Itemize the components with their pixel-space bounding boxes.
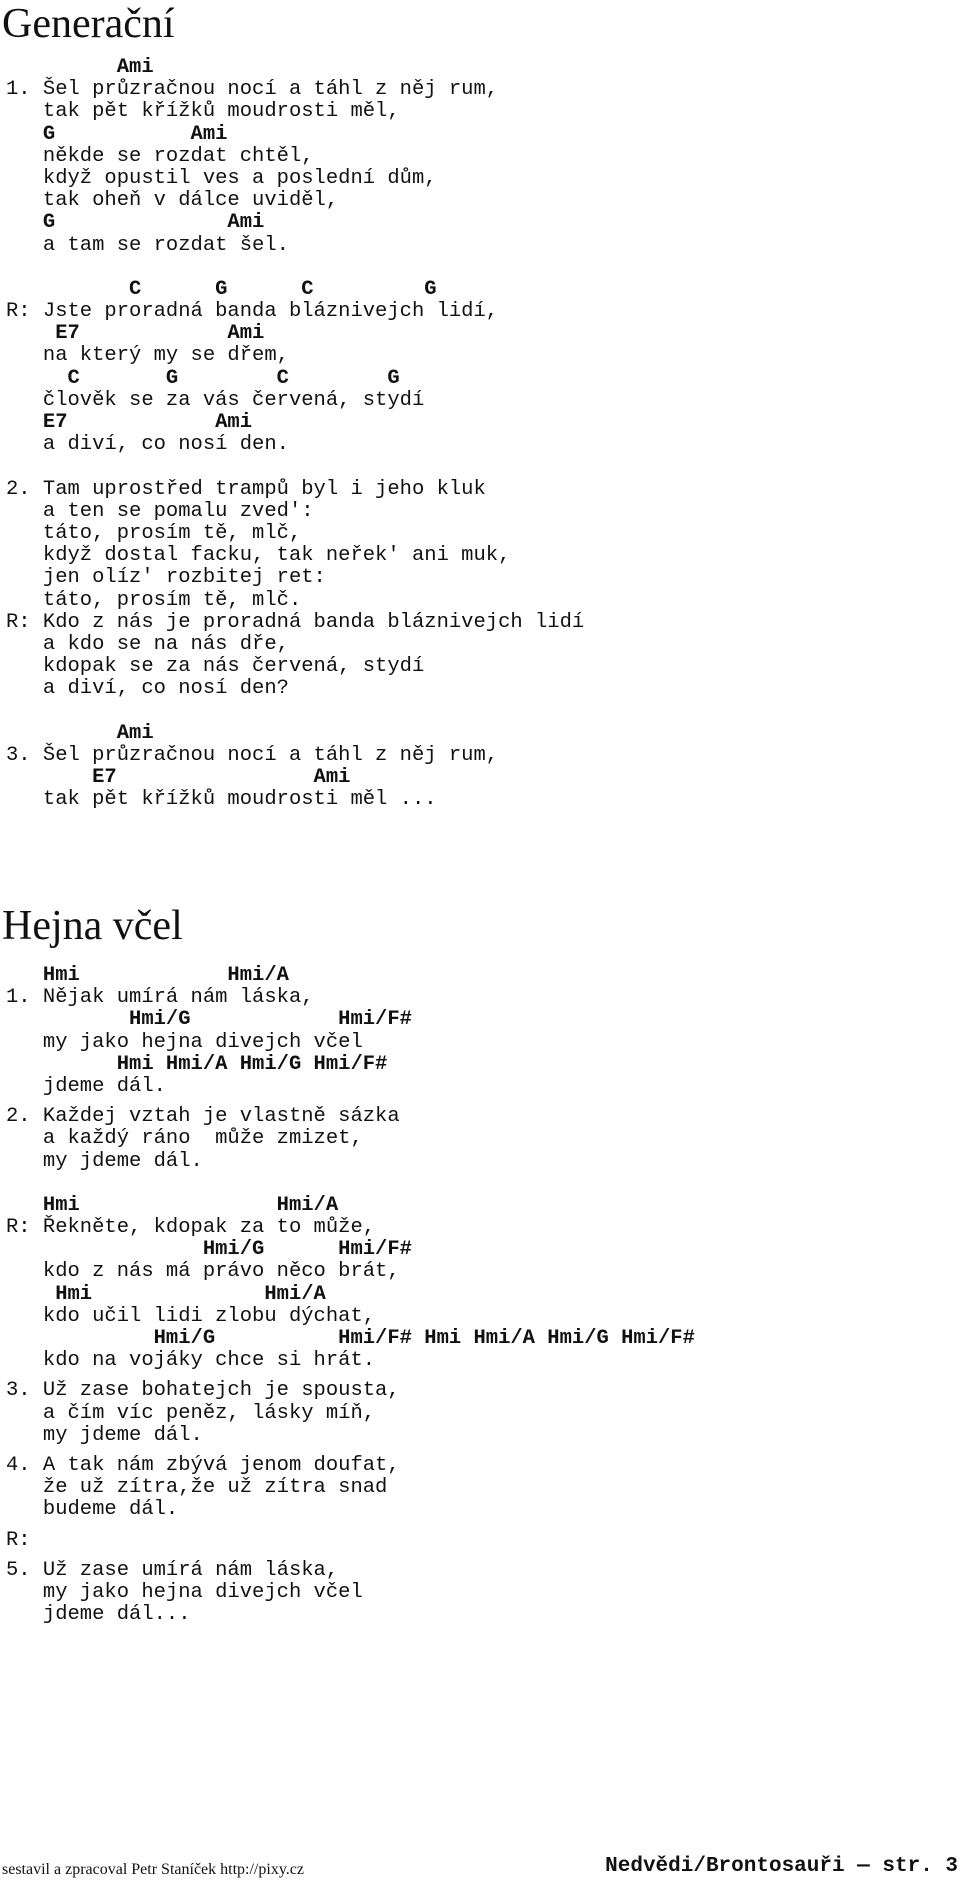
stanza-gap (6, 1522, 695, 1530)
chord-line: C G C G (6, 277, 437, 301)
chord-line: Hmi/G Hmi/F# (6, 1008, 412, 1032)
chord-line: Hmi Hmi/A (6, 964, 289, 987)
chord-line: Hmi Hmi/A (6, 1193, 339, 1217)
lyric-line: my jako hejna divejch včel (6, 1030, 363, 1054)
chord-line: Hmi Hmi/A (6, 1282, 326, 1306)
chord-line: C G C G (6, 366, 400, 390)
lyric-line: na který my se dřem, (6, 344, 289, 368)
chord-line: G Ami (6, 122, 228, 146)
chord-line: Ami (6, 721, 154, 745)
lyric-line: 3. Už zase bohatejch je spousta, (6, 1379, 400, 1403)
lyric-line: 2. Tam uprostřed trampů byl i jeho kluk (6, 477, 486, 501)
chord-line: E7 Ami (6, 766, 351, 789)
song-lyrics-chords (6, 57, 584, 811)
lyric-line: my jdeme dál. (6, 1149, 203, 1173)
lyric-line: a diví, co nosí den. (6, 433, 289, 457)
lyric-line: někde se rozdat chtěl, (6, 144, 314, 168)
song-title: Generační (2, 1, 175, 47)
lyric-line: 5. Už zase umírá nám láska, (6, 1558, 339, 1582)
lyric-line: jdeme dál. (6, 1074, 166, 1098)
lyric-line: R: Kdo z nás je proradná banda bláznivejch lidí (6, 610, 585, 634)
lyric-line: že už zítra,že už zítra snad (6, 1476, 388, 1500)
stanza-gap (6, 456, 584, 478)
chord-line: Hmi/G Hmi/F# (6, 1238, 412, 1262)
chord-line: E7 Ami (6, 322, 265, 346)
chord-line: Hmi/G Hmi/F# Hmi Hmi/A Hmi/G Hmi/F# (6, 1327, 695, 1350)
chord-line: Hmi Hmi/A Hmi/G Hmi/F# (6, 1052, 388, 1076)
lyric-line: a každý ráno může zmizet, (6, 1127, 363, 1151)
lyric-line: a kdo se na nás dře, (6, 632, 289, 656)
lyric-line: tak pět křížků moudrosti měl ... (6, 788, 437, 812)
lyric-line: R: Řekněte, kdopak za to může, (6, 1216, 376, 1240)
page-footer (0, 1855, 960, 1881)
lyric-line: kdo učil lidi zlobu dýchat, (6, 1304, 376, 1328)
lyric-line: tak pět křížků moudrosti měl, (6, 100, 400, 124)
lyric-line: táto, prosím tě, mlč, (6, 521, 302, 545)
lyric-line: táto, prosím tě, mlč. (6, 588, 302, 612)
lyric-line: jdeme dál... (6, 1603, 191, 1627)
footer-page-label: Nedvědi/Brontosauři — str. 3 (605, 1855, 958, 1878)
lyric-line: když opustil ves a poslední dům, (6, 166, 437, 190)
lyric-line: člověk se za vás červená, stydí (6, 388, 425, 412)
lyric-line: když dostal facku, tak neřek' ani muk, (6, 544, 511, 568)
chord-line: E7 Ami (6, 411, 253, 434)
lyric-line: a tam se rozdat šel. (6, 233, 289, 257)
lyric-line: 2. Každej vztah je vlastně sázka (6, 1105, 400, 1129)
stanza-gap (6, 257, 584, 279)
lyric-line: my jako hejna divejch včel (6, 1580, 363, 1604)
lyric-line: kdopak se za nás červená, stydí (6, 655, 425, 679)
lyric-line: a diví, co nosí den? (6, 677, 289, 701)
lyric-line: kdo z nás má právo něco brát, (6, 1260, 400, 1284)
chord-line: G Ami (6, 211, 265, 235)
lyric-line: my jdeme dál. (6, 1423, 203, 1447)
lyric-line: budeme dál. (6, 1498, 179, 1522)
lyric-line: a ten se pomalu zved': (6, 499, 314, 523)
song-lyrics-chords (6, 965, 695, 1626)
lyric-line: jen olíz' rozbitej ret: (6, 566, 326, 590)
lyric-line: 3. Šel průzračnou nocí a táhl z něj rum, (6, 743, 499, 767)
lyric-line: a čím víc peněz, lásky míň, (6, 1401, 376, 1425)
lyric-line: 1. Šel průzračnou nocí a táhl z něj rum, (6, 78, 499, 102)
lyric-line: kdo na vojáky chce si hrát. (6, 1349, 376, 1373)
lyric-line: R: (6, 1528, 31, 1552)
lyric-line: 4. A tak nám zbývá jenom doufat, (6, 1453, 400, 1477)
chord-line: Ami (6, 56, 154, 79)
lyric-line: 1. Nějak umírá nám láska, (6, 986, 314, 1010)
song-title: Hejna včel (2, 903, 183, 949)
lyric-line: R: Jste proradná banda bláznivejch lidí, (6, 300, 499, 324)
lyric-line: tak oheň v dálce uviděl, (6, 189, 339, 213)
stanza-gap (6, 1173, 695, 1195)
stanza-gap (6, 700, 584, 722)
footer-credit: sestavil a zpracoval Petr Staníček http://pixy.cz (2, 1861, 304, 1878)
